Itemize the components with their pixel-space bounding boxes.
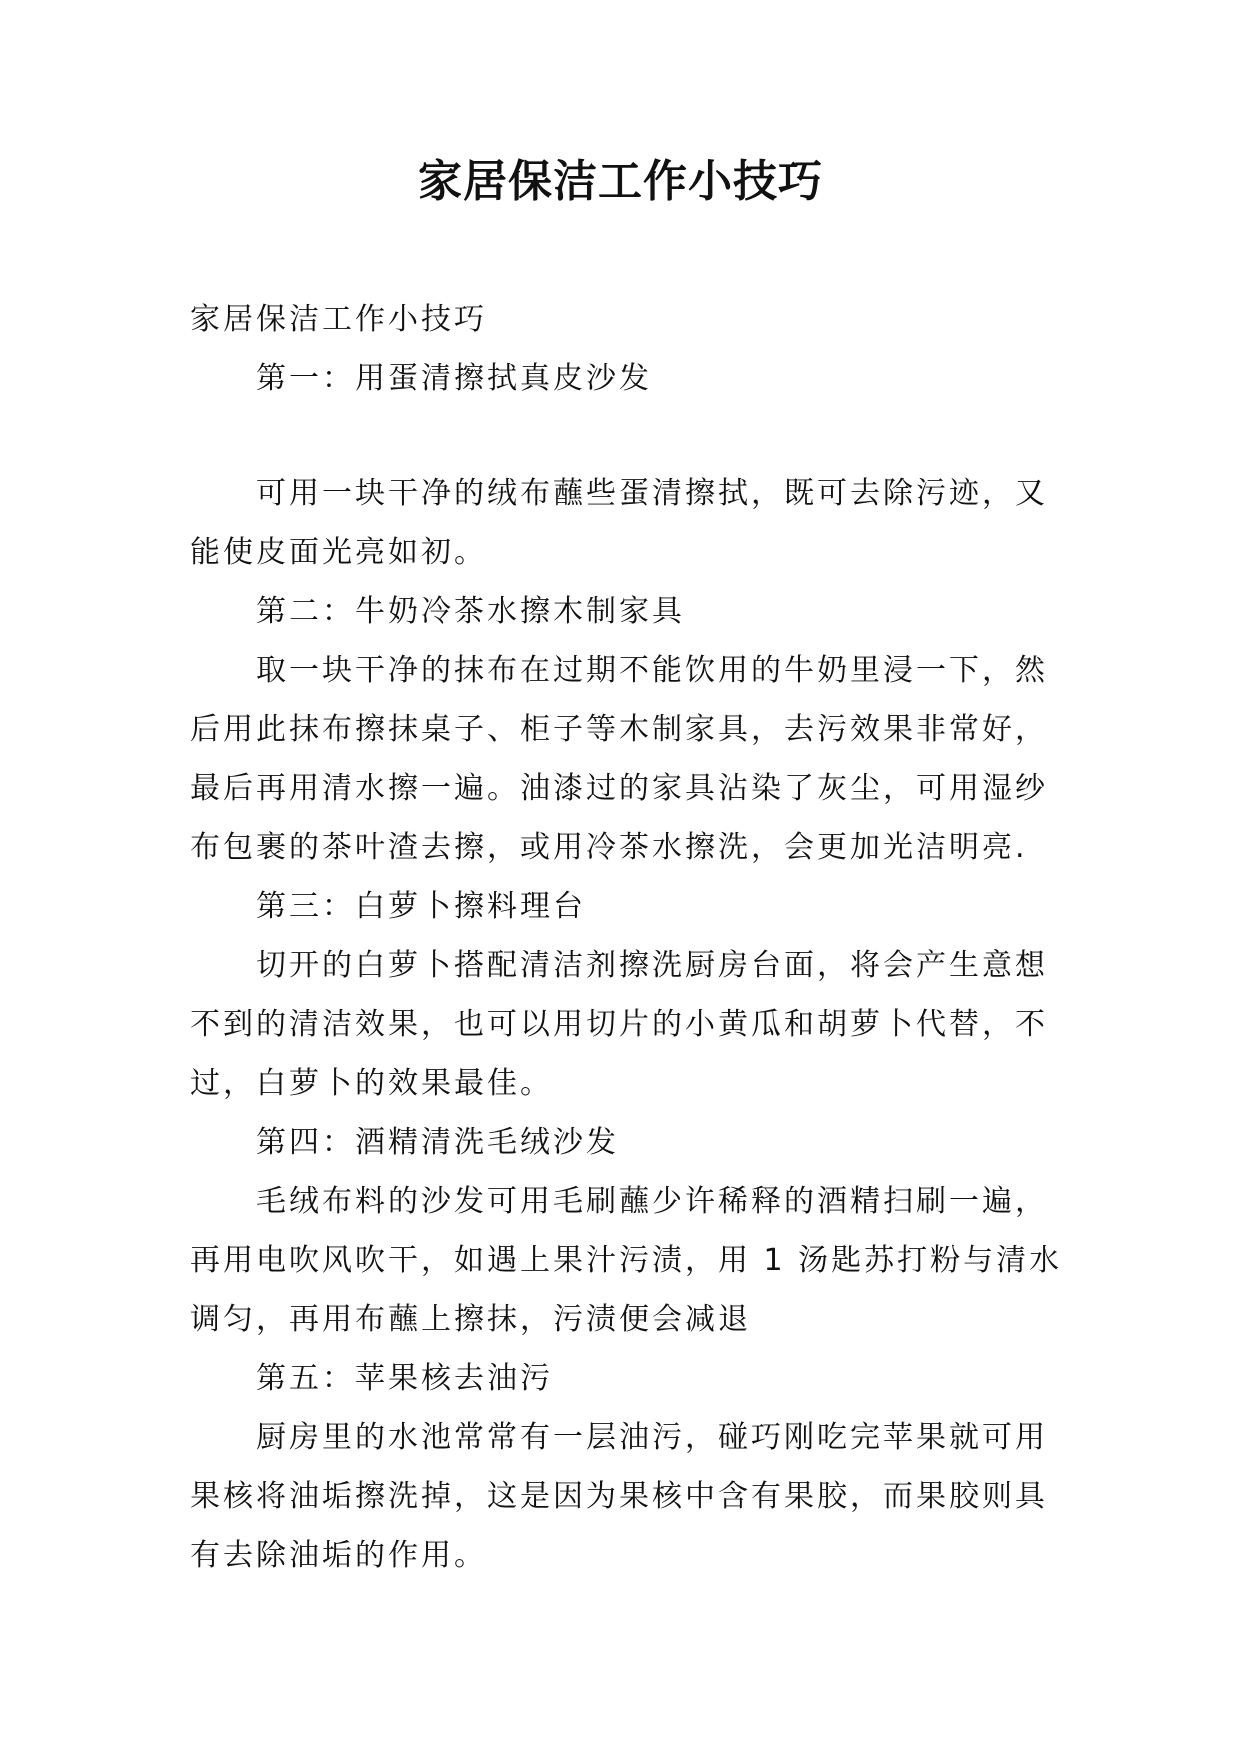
paragraph-line: 布包裹的茶叶渣去擦，或用冷茶水擦洗，会更加光洁明亮. <box>190 830 1028 865</box>
paragraph-line: 不到的清洁效果，也可以用切片的小黄瓜和胡萝卜代替，不 <box>190 1007 1048 1042</box>
paragraph-line: 调匀，再用布蘸上擦抹，污渍便会减退 <box>190 1302 751 1337</box>
paragraph-line: 能使皮面光亮如初。 <box>190 535 487 570</box>
paragraph-line: 最后再用清水擦一遍。油漆过的家具沾染了灰尘，可用湿纱 <box>190 771 1048 806</box>
paragraph-spacer <box>190 408 1050 464</box>
document-title: 家居保洁工作小技巧 <box>418 156 823 207</box>
paragraph-line: 有去除油垢的作用。 <box>190 1538 487 1573</box>
section-heading-5: 第五：苹果核去油污 <box>256 1361 553 1396</box>
paragraph-line: 毛绒布料的沙发可用毛刷蘸少许稀释的酒精扫刷一遍， <box>256 1184 1048 1219</box>
section-heading-4: 第四：酒精清洗毛绒沙发 <box>256 1125 619 1160</box>
section-heading-1: 第一：用蛋清擦拭真皮沙发 <box>256 361 652 396</box>
document-body <box>190 290 1063 1585</box>
paragraph-line: 后用此抹布擦抹桌子、柜子等木制家具，去污效果非常好， <box>190 712 1048 747</box>
paragraph-line: 可用一块干净的绒布蘸些蛋清擦拭，既可去除污迹，又 <box>256 476 1048 511</box>
paragraph-line: 再用电吹风吹干，如遇上果汁污渍，用 1 汤匙苏打粉与清水 <box>190 1243 1063 1278</box>
paragraph-line: 过，白萝卜的效果最佳。 <box>190 1066 553 1101</box>
document-subtitle: 家居保洁工作小技巧 <box>190 302 487 337</box>
paragraph-line: 取一块干净的抹布在过期不能饮用的牛奶里浸一下，然 <box>256 653 1048 688</box>
section-heading-3: 第三：白萝卜擦料理台 <box>256 889 586 924</box>
paragraph-line: 厨房里的水池常常有一层油污，碰巧刚吃完苹果就可用 <box>256 1420 1048 1455</box>
paragraph-line: 切开的白萝卜搭配清洁剂擦洗厨房台面，将会产生意想 <box>256 948 1048 983</box>
paragraph-line: 果核将油垢擦洗掉，这是因为果核中含有果胶，而果胶则具 <box>190 1479 1048 1514</box>
section-heading-2: 第二：牛奶冷茶水擦木制家具 <box>256 594 685 629</box>
